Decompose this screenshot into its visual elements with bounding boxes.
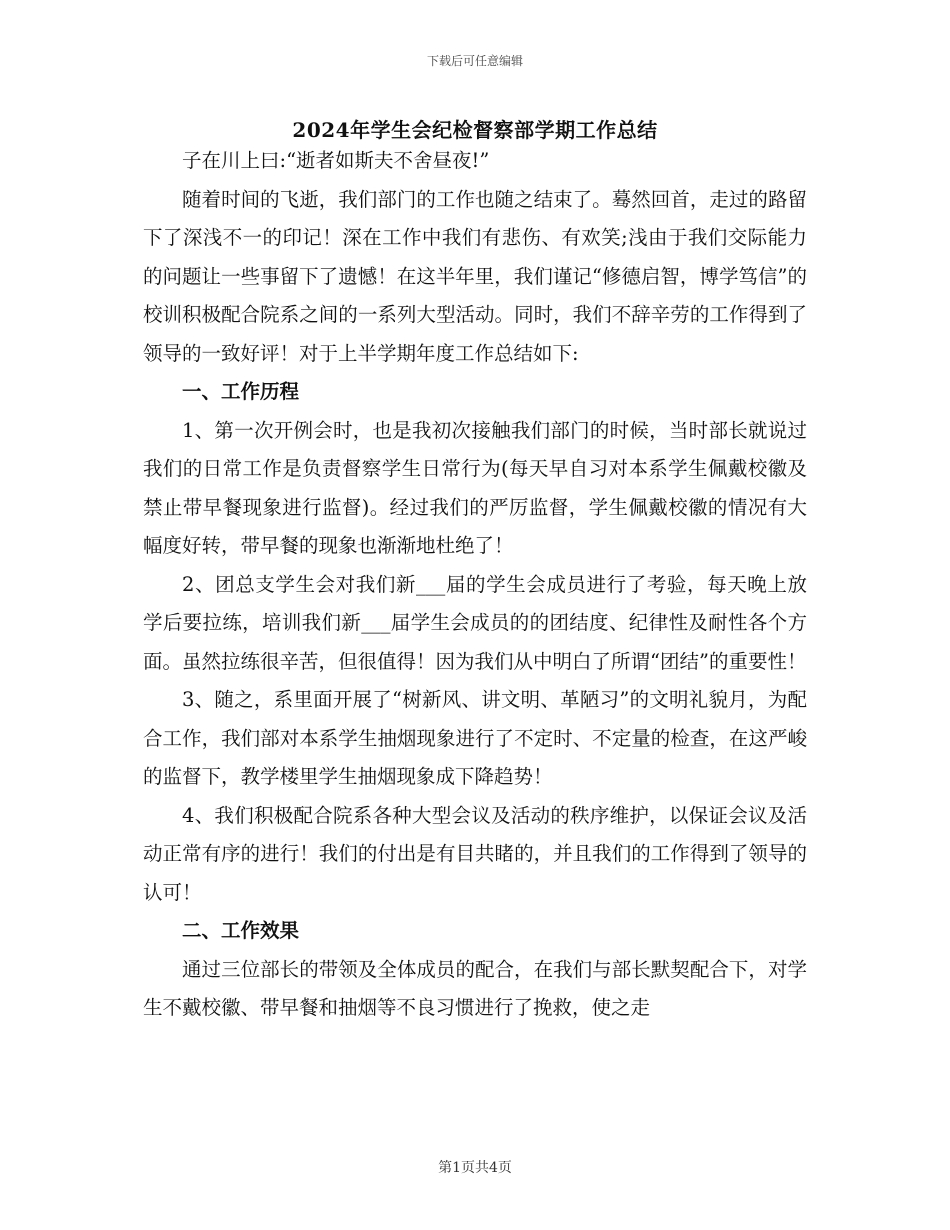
page-number-indicator: 第1页共4页 xyxy=(438,1160,512,1176)
body-paragraph-intro: 随着时间的飞逝，我们部门的工作也随之结束了。蓦然回首，走过的路留下了深浅不一的印记！深在工作中我们有悲伤、有欢笑;浅由于我们交际能力的问题让一些事留下了遗憾！在这半年里，我们谨记“修德启智，博学笃信”的校训积极配合院系之间的一系列大型活动。同时，我们不辞辛劳的工作得到了领导的一致好评！对于上半学期年度工作总结如下: xyxy=(143,187,807,365)
section-heading-work-results: 二、工作效果 xyxy=(182,919,300,942)
body-paragraph-item-4: 4、我们积极配合院系各种大型会议及活动的秩序维护，以保证会议及活动正常有序的进行！我们的付出是有目共睹的，并且我们的工作得到了领导的认可！ xyxy=(143,803,807,904)
body-paragraph-item-1: 1、第一次开例会时，也是我初次接触我们部门的时候，当时部长就说过我们的日常工作是负责督察学生日常行为(每天早自习对本系学生佩戴校徽及禁止带早餐现象进行监督)。经过我们的严厉监督，学生佩戴校徽的情况有大幅度好转，带早餐的现象也渐渐地杜绝了！ xyxy=(143,418,807,557)
section-heading-work-process: 一、工作历程 xyxy=(182,380,300,403)
body-paragraph-item-3: 3、随之，系里面开展了“树新风、讲文明、革陋习”的文明礼貌月，为配合工作，我们部对本系学生抽烟现象进行了不定时、不定量的检查，在这严峻的监督下，教学楼里学生抽烟现象成下降趋势！ xyxy=(143,688,807,788)
document-title: 2024年学生会纪检督察部学期工作总结 xyxy=(292,118,658,142)
document-body xyxy=(143,142,807,1028)
body-paragraph-item-2: 2、团总支学生会对我们新___届的学生会成员进行了考验，每天晚上放学后要拉练，培训我们新___届学生会成员的的团结度、纪律性及耐性各个方面。虽然拉练很辛苦，但很值得！因为我们从中明白了所谓“团结”的重要性！ xyxy=(143,572,807,673)
body-paragraph-results: 通过三位部长的带领及全体成员的配合，在我们与部长默契配合下，对学生不戴校徽、带早餐和抽烟等不良习惯进行了挽救，使之走 xyxy=(143,957,807,1019)
body-paragraph-quote: 子在川上曰:“逝者如斯夫不舍昼夜!” xyxy=(182,149,490,172)
page-header-note: 下载后可任意编辑 xyxy=(426,54,523,68)
